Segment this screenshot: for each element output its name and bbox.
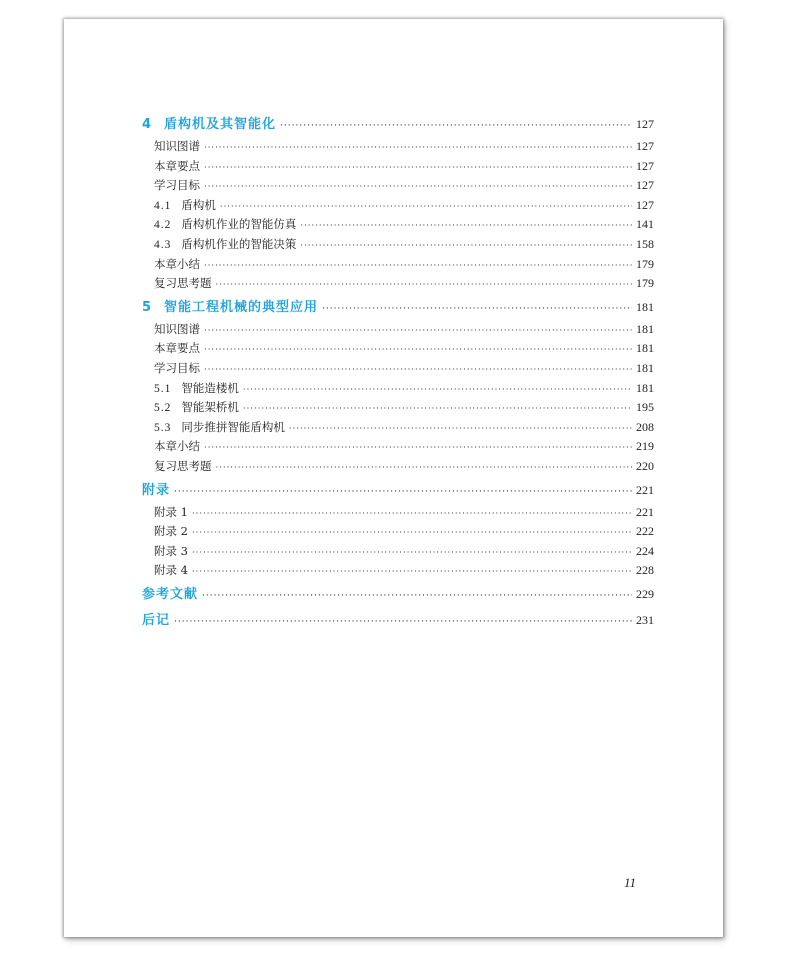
- entry-title: 附录 2: [154, 524, 188, 539]
- page-number: 220: [636, 458, 654, 473]
- toc-appendix: [142, 477, 654, 503]
- dot-leader: [204, 439, 632, 459]
- table-of-contents: [142, 111, 654, 633]
- entry-title: 附录 1: [154, 504, 188, 519]
- toc-entry: [142, 379, 654, 399]
- postscript-title: 后记: [142, 612, 171, 628]
- entry-title: 智能架桥机: [181, 400, 239, 415]
- toc-entry: [142, 255, 654, 275]
- page-number: 181: [636, 321, 654, 336]
- toc-chapter-5: [142, 294, 654, 320]
- toc-entry: [142, 418, 654, 438]
- folio-page-number: 11: [624, 875, 637, 890]
- page-number: 231: [636, 612, 654, 627]
- entry-title: 附录 3: [154, 543, 188, 558]
- toc-entry: [142, 196, 654, 216]
- toc-entry: [142, 457, 654, 477]
- page-number: 127: [636, 139, 654, 153]
- chapter-number: 5: [142, 299, 153, 315]
- toc-entry: [142, 176, 654, 196]
- dot-leader: [204, 139, 632, 159]
- toc-postscript: [142, 607, 654, 633]
- page-number: 208: [636, 419, 654, 434]
- entry-title: 盾构机: [181, 197, 216, 212]
- dot-leader: [322, 296, 632, 322]
- section-number: 4.3: [154, 238, 172, 251]
- toc-entry: [142, 437, 654, 457]
- dot-leader: [202, 583, 632, 609]
- dot-leader: [243, 381, 632, 401]
- toc-entry: [142, 215, 654, 235]
- toc-entry: [142, 359, 654, 379]
- entry-title: 同步推拼智能盾构机: [181, 419, 285, 434]
- entry-title: 本章要点: [154, 341, 200, 356]
- references-title: 参考文献: [142, 586, 199, 602]
- entry-title: 学习目标: [154, 178, 200, 193]
- entry-title: 知识图谱: [154, 321, 200, 336]
- dot-leader: [174, 479, 632, 505]
- dot-leader: [204, 178, 632, 198]
- page-number: 221: [636, 482, 654, 497]
- toc-chapter-4: [142, 111, 654, 137]
- page-number: 219: [636, 439, 654, 454]
- page-number: 127: [636, 178, 654, 193]
- section-number: 5.3: [154, 421, 172, 434]
- page-number: 158: [636, 236, 654, 251]
- section-number: 5.1: [154, 382, 172, 395]
- toc-entry: [142, 522, 654, 542]
- dot-leader: [280, 113, 632, 139]
- chapter-title: 智能工程机械的典型应用: [164, 299, 319, 315]
- section-number: 4.1: [154, 199, 172, 212]
- page-number: 181: [636, 341, 654, 356]
- dot-leader: [204, 361, 632, 381]
- dot-leader: [174, 609, 632, 635]
- toc-entry: [142, 503, 654, 523]
- page-number: 228: [636, 563, 654, 578]
- dot-leader: [192, 544, 632, 564]
- dot-leader: [243, 400, 632, 420]
- appendix-title: 附录: [142, 482, 171, 498]
- entry-title: 盾构机作业的智能仿真: [181, 217, 297, 232]
- dot-leader: [204, 322, 632, 342]
- page-number: 127: [636, 117, 654, 131]
- entry-title: 附录 4: [154, 563, 188, 578]
- page-number: 179: [636, 276, 654, 291]
- page-number: 179: [636, 256, 654, 271]
- dot-leader: [300, 237, 632, 257]
- toc-entry: [142, 339, 654, 359]
- dot-leader: [216, 276, 633, 296]
- dot-leader: [216, 459, 633, 479]
- toc-entry: [142, 398, 654, 418]
- entry-title: 本章小结: [154, 439, 200, 454]
- entry-title: 本章小结: [154, 256, 200, 271]
- dot-leader: [192, 524, 632, 544]
- toc-entry: [142, 542, 654, 562]
- toc-entry: [142, 137, 654, 157]
- book-page: [64, 19, 723, 937]
- page-number: 229: [636, 586, 654, 601]
- page-number: 222: [636, 524, 654, 539]
- page-number: 141: [636, 217, 654, 232]
- page-number: 127: [636, 197, 654, 212]
- entry-title: 学习目标: [154, 360, 200, 375]
- dot-leader: [204, 341, 632, 361]
- entry-title: 本章要点: [154, 158, 200, 173]
- entry-title: 盾构机作业的智能决策: [181, 236, 297, 251]
- section-number: 4.2: [154, 219, 172, 232]
- toc-entry: [142, 320, 654, 340]
- entry-title: 智能造楼机: [181, 380, 239, 395]
- toc-references: [142, 581, 654, 607]
- entry-title: 复习思考题: [154, 276, 212, 291]
- page-number: 221: [636, 504, 654, 519]
- page-number: 181: [636, 380, 654, 395]
- page-number: 224: [636, 543, 654, 558]
- page-number: 181: [636, 299, 654, 314]
- entry-title: 知识图谱: [154, 139, 200, 153]
- entry-title: 复习思考题: [154, 458, 212, 473]
- toc-entry: [142, 235, 654, 255]
- page-number: 181: [636, 360, 654, 375]
- dot-leader: [204, 159, 632, 179]
- dot-leader: [300, 217, 632, 237]
- dot-leader: [192, 563, 632, 583]
- dot-leader: [204, 257, 632, 277]
- dot-leader: [192, 505, 632, 525]
- toc-entry: [142, 157, 654, 177]
- toc-entry: [142, 274, 654, 294]
- page-number: 195: [636, 400, 654, 415]
- section-number: 5.2: [154, 402, 172, 415]
- chapter-title: 盾构机及其智能化: [164, 117, 277, 132]
- dot-leader: [289, 420, 632, 440]
- chapter-number: 4: [142, 117, 153, 132]
- page-number: 127: [636, 158, 654, 173]
- toc-entry: [142, 561, 654, 581]
